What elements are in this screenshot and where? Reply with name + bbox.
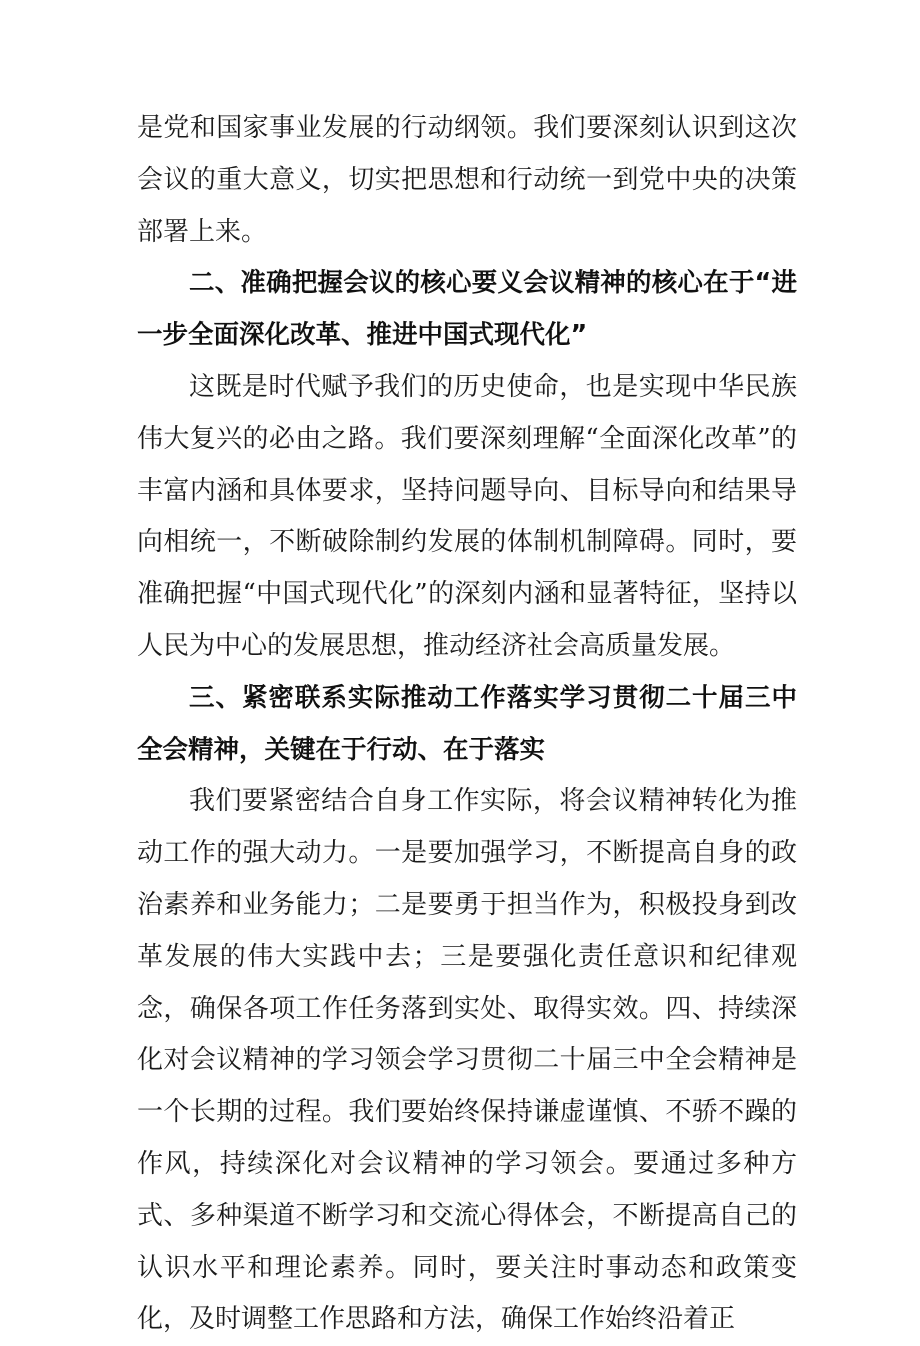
paragraph-section-2-body: 这既是时代赋予我们的历史使命，也是实现中华民族伟大复兴的必由之路。我们要深刻理解“全面深化改革”的丰富内涵和具体要求，坚持问题导向、目标导向和结果导向相统一，不断破除制约发展的体制机制障碍。同时，要准确把握“中国式现代化”的深刻内涵和显著特征，坚持以人民为中心的发展思想，推动经济社会高质量发展。 — [137, 371, 797, 661]
paragraph-section-3-body: 我们要紧密结合自身工作实际，将会议精神转化为推动工作的强大动力。一是要加强学习，不断提高自身的政治素养和业务能力；二是要勇于担当作为，积极投身到改革发展的伟大实践中去；三是要强化责任意识和纪律观念，确保各项工作任务落到实处、取得实效。四、持续深化对会议精神的学习领会学习贯彻二十届三中全会精神是一个长期的过程。我们要始终保持谦虚谨慎、不骄不躁的作风，持续深化对会议精神的学习领会。要通过多种方式、多种渠道不断学习和交流心得体会，不断提高自己的认识水平和理论素养。同时，要关注时事动态和政策变化，及时调整工作思路和方法，确保工作始终沿着正 — [137, 786, 797, 1335]
paragraph-continuation: 是党和国家事业发展的行动纲领。我们要深刻认识到这次会议的重大意义，切实把思想和行动统一到党中央的决策部署上来。 — [137, 113, 797, 247]
section-heading-2: 二、准确把握会议的核心要义会议精神的核心在于“进一步全面深化改革、推进中国式现代化” — [137, 268, 797, 351]
section-heading-3: 三、紧密联系实际推动工作落实学习贯彻二十届三中全会精神，关键在于行动、在于落实 — [137, 682, 797, 765]
document-page — [137, 103, 797, 1346]
